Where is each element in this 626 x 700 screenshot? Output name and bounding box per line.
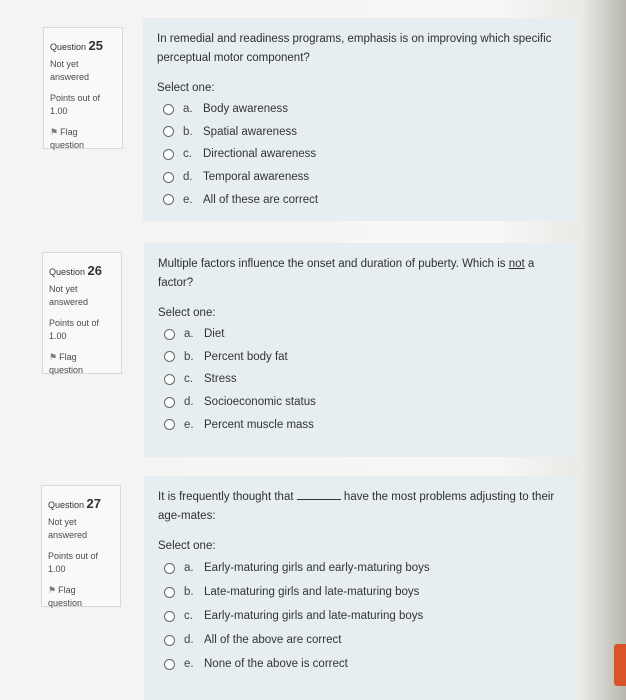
radio-button[interactable] xyxy=(164,635,175,646)
answer-option-e[interactable]: e. Percent muscle mass xyxy=(158,413,564,436)
answer-option-a[interactable]: a. Early-maturing girls and early-maturing boys xyxy=(158,556,564,580)
select-one-label: Select one: xyxy=(157,82,215,94)
question-state: Not yet answered xyxy=(50,59,90,82)
flag-icon: ⚑ xyxy=(49,352,58,362)
answer-option-d[interactable]: d. All of the above are correct xyxy=(158,628,564,652)
answer-option-b[interactable]: b. Spatial awareness xyxy=(157,121,563,144)
question-info-25 xyxy=(43,27,123,149)
flag-question-link[interactable]: ⚑ Flag question xyxy=(48,585,83,608)
radio-button[interactable] xyxy=(164,374,175,385)
answer-options xyxy=(158,556,564,676)
answer-option-e[interactable]: e. None of the above is correct xyxy=(158,652,564,676)
radio-button[interactable] xyxy=(163,149,174,160)
flag-question-link[interactable]: ⚑ Flag question xyxy=(50,127,85,150)
answer-option-c[interactable]: c. Directional awareness xyxy=(157,143,563,166)
radio-button[interactable] xyxy=(164,611,175,622)
select-one-label: Select one: xyxy=(158,307,216,319)
question-text: Multiple factors influence the onset and duration of puberty. Which is not a factor? xyxy=(158,258,535,289)
question-number: Question 27 xyxy=(48,496,102,511)
answer-option-c[interactable]: c. Early-maturing girls and late-maturing boys xyxy=(158,604,564,628)
flag-icon: ⚑ xyxy=(50,127,59,137)
question-number: Question 25 xyxy=(50,38,104,53)
question-content-25 xyxy=(143,18,577,221)
radio-button[interactable] xyxy=(163,126,174,137)
question-state: Not yet answered xyxy=(49,284,89,307)
radio-button[interactable] xyxy=(163,104,174,115)
radio-button[interactable] xyxy=(164,351,175,362)
radio-button[interactable] xyxy=(164,563,175,574)
radio-button[interactable] xyxy=(164,397,175,408)
drawer-toggle-tab[interactable] xyxy=(614,644,626,686)
answer-option-e[interactable]: e. All of these are correct xyxy=(157,188,563,211)
question-content-26 xyxy=(144,243,578,457)
question-number: Question 26 xyxy=(49,263,103,278)
fill-in-blank xyxy=(297,489,341,500)
answer-option-c[interactable]: c. Stress xyxy=(158,368,564,391)
question-content-27 xyxy=(144,476,578,700)
answer-option-d[interactable]: d. Temporal awareness xyxy=(157,166,563,189)
answer-options xyxy=(157,98,563,211)
question-points: Points out of 1.00 xyxy=(48,551,99,574)
question-points: Points out of 1.00 xyxy=(50,93,101,116)
select-one-label: Select one: xyxy=(158,540,216,552)
answer-option-a[interactable]: a. Diet xyxy=(158,323,564,346)
radio-button[interactable] xyxy=(164,587,175,598)
answer-options xyxy=(158,323,564,436)
radio-button[interactable] xyxy=(164,329,175,340)
flag-question-link[interactable]: ⚑ Flag question xyxy=(49,352,84,375)
radio-button[interactable] xyxy=(164,659,175,670)
flag-icon: ⚑ xyxy=(48,585,57,595)
question-text: It is frequently thought that have the most problems adjusting to their age-mates: xyxy=(158,491,555,522)
radio-button[interactable] xyxy=(163,172,174,183)
question-text: In remedial and readiness programs, emphasis is on improving which specific perceptual motor component? xyxy=(157,33,552,64)
answer-option-b[interactable]: b. Late-maturing girls and late-maturing boys xyxy=(158,580,564,604)
radio-button[interactable] xyxy=(163,194,174,205)
answer-option-b[interactable]: b. Percent body fat xyxy=(158,346,564,369)
radio-button[interactable] xyxy=(164,419,175,430)
answer-option-a[interactable]: a. Body awareness xyxy=(157,98,563,121)
question-points: Points out of 1.00 xyxy=(49,318,100,341)
answer-option-d[interactable]: d. Socioeconomic status xyxy=(158,391,564,414)
question-info-26 xyxy=(42,252,122,374)
question-state: Not yet answered xyxy=(48,517,88,540)
question-info-27 xyxy=(41,485,121,607)
